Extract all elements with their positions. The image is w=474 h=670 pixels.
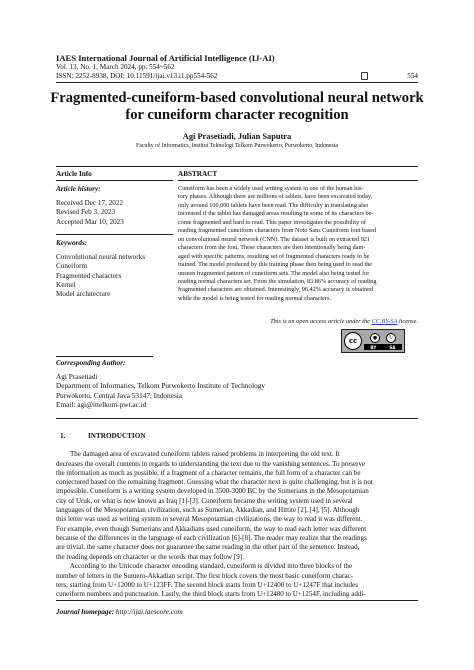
page-number: 554 [407, 72, 418, 80]
text-line: the reading depends on character or the words that may follow [9]. [56, 552, 244, 561]
revised-date: Revised Feb 3, 2023 [56, 208, 116, 217]
text-line: city of Uruk, or what is now known as Iraq [1]-[3]. Cuneiform became the writing system used in several [56, 496, 353, 505]
abstract-line: aged with specific patterns, resulting set of fragmented characters ready to be [178, 252, 370, 260]
keywords-list [56, 253, 145, 299]
abstract-line: increased if the tablet has damaged areas resulting in some of its characters be- [178, 210, 374, 218]
homepage-link[interactable]: http://ijai.iaescore.com [115, 608, 183, 616]
title-line-1: Fragmented-cuneiform-based convolutional neural network [50, 90, 424, 106]
text-line: According to the Unicode character encoding standard, cuneiform is divided into three blocks of the [56, 562, 353, 571]
badge-sa-label: SA [389, 344, 396, 350]
accepted-date: Accepted Mar 10, 2023 [56, 217, 124, 226]
abstract-body [178, 185, 418, 303]
abstract-line: reading normal characters set. From the simulation, 83.86% accuracy of reading [178, 277, 377, 285]
text-line: The damaged area of excavated cuneiform tablets raised problems in interpreting the old text. It [56, 450, 340, 459]
title-line-2: for cuneiform character recognition [125, 107, 349, 123]
text-line: number of letters in the Sumero-Akkadian script. The first block covers the most basic cuneiform charac- [56, 571, 353, 580]
badge-by-label: BY [370, 344, 377, 350]
text-line: conjectured based on the remaining fragment. Guessing what the character next is quite challenging, but it is not [56, 478, 373, 487]
abstract-heading: ABSTRACT [178, 170, 218, 178]
footer-rule [56, 600, 418, 601]
corresponding-dept: Department of Informatics, Telkom Purwokerto Institute of Technology [56, 381, 266, 391]
text-line: cuneiform numbers and punctuation. Lastly, the third block starts from U+12480 to U+1254F, including addi- [56, 590, 366, 599]
abstract-line: on convolutional neural network (CNN). The dataset is built on extracted 921 [178, 235, 370, 243]
abstract-line: while the model is being tested for reading normal characters. [178, 294, 331, 302]
abstract-line: trained. The model produced by this training phase then being used to read the [178, 261, 373, 269]
person-icon: ● [370, 333, 380, 343]
volume-info: Vol. 13, No. 1, March 2024, pp. 554~562 [56, 63, 175, 71]
text-line: because of the differences in the language of each civilization [6]-[8]. The reader may realize that the readings [56, 533, 367, 542]
affiliation: Faculty of Informatics, Institut Teknologi Telkom Purwokerto, Purwokerto, Indonesia [136, 143, 338, 149]
cc-icon: cc [344, 332, 362, 350]
text-line: this letter was used as writing system in several Mesopotamian civilizations, the way to read it was different. [56, 515, 363, 524]
info-rule-left [56, 180, 173, 181]
header-rule [56, 82, 418, 83]
section-number: 1. [60, 432, 66, 440]
paper-title [40, 90, 434, 124]
abstract-line: tory phases. Although there are millions of tablets, have been excavated today, [178, 193, 373, 201]
homepage-label: Journal homepage: [56, 608, 115, 616]
text-line: ters, starting from U+12000 to U+123FF. The second block starts from U+12400 to U+1247F that includes [56, 580, 358, 589]
info-rule-right [178, 180, 418, 181]
keyword: Fragmented characters [56, 271, 122, 280]
corresponding-details [56, 372, 356, 409]
abstract-line: come fragmented and hard to read. This paper investigates the possibility of [178, 218, 366, 226]
text-line: are trivial, the same character does not guarantee the same reading in the other part of the sentence. Instead, [56, 543, 360, 552]
authors: Agi Prasetiadi, Julian Saputra [182, 132, 292, 141]
text-line: decreases the overall contents in regards to understanding the text due to the vanishing sentences. To preserve [56, 459, 366, 468]
keyword: Convolutional neural networks [56, 253, 146, 261]
section-title: INTRODUCTION [88, 432, 146, 440]
article-dates [56, 199, 124, 227]
open-access-statement [270, 318, 418, 325]
keyword: Model architecture [56, 290, 111, 299]
intro-paragraph-1 [56, 441, 418, 571]
cc-by-sa-badge[interactable] [341, 329, 405, 353]
abstract-line: fragmented characters are obtained. Interestingly, 96.42% accuracy is obtained [178, 286, 373, 294]
share-alike-icon: ↻ [386, 333, 396, 343]
history-label: Article history: [56, 185, 101, 193]
crossmark-icon[interactable] [361, 72, 368, 80]
corresponding-email[interactable]: Email: agi@ittelkom-pwt.ac.id [56, 399, 147, 409]
corresponding-label: Corresponding Author: [56, 359, 126, 367]
info-top-rule [56, 166, 418, 167]
license-link[interactable]: CC BY-SA [371, 318, 398, 325]
abstract-line: reading fragmented cuneiform characters from Noto Sans Cuneiform font based [178, 227, 377, 235]
keyword: Cuneiform [56, 262, 88, 271]
front-matter-bottom-rule [56, 418, 418, 419]
abstract-line: Cuneiform has been a widely used writing system in one of the human his- [178, 185, 364, 192]
keyword: Kernel [56, 280, 76, 289]
text-line: For example, even though Sumerians and Akkadians used cuneiform, the way to read each letter was different [56, 524, 367, 533]
keywords-label: Keywords: [56, 239, 88, 247]
license-suffix: license. [397, 318, 418, 325]
received-date: Received Dec 17, 2022 [56, 199, 124, 207]
issn-doi: ISSN: 2252-8938, DOI: 10.11591/ijai.v13.i1.pp554-562 [56, 72, 218, 80]
corresponding-name: Agi Prasetiadi [56, 372, 98, 381]
abstract-line: unseen fragmented pattern of cuneiform sets. The model also being tested for [178, 269, 370, 277]
corresponding-rule [56, 356, 153, 357]
text-line: the information as much as possible, if a fragment of a character remains, the full form of a character can be [56, 468, 361, 477]
abstract-line: only around 100,000 tablets have been read. The difficulty in translating also [178, 201, 369, 209]
abstract-line: characters from the font. These characters are then intentionally being dam- [178, 244, 366, 252]
article-info-heading: Article Info [56, 170, 92, 178]
text-line: impossible. Cuneiform is a writing system developed in 3500-3000 BC by the Sumerians in the Mesopotamian [56, 487, 369, 496]
text-line: languages of the Mesopotamian civilization, such as Sumerian, Akkadian, and Hittite [2], [4], [5]. Although [56, 506, 360, 515]
journal-homepage [56, 608, 183, 616]
badge-label-bar [364, 344, 402, 350]
open-access-text: This is an open access article under the [270, 318, 372, 325]
section-heading-introduction [60, 432, 146, 440]
keywords-rule [56, 234, 173, 235]
journal-name: IAES International Journal of Artificial Intelligence (IJ-AI) [56, 53, 275, 63]
corresponding-city: Purwokerto, Central Java 53147, Indonesia [56, 390, 183, 400]
